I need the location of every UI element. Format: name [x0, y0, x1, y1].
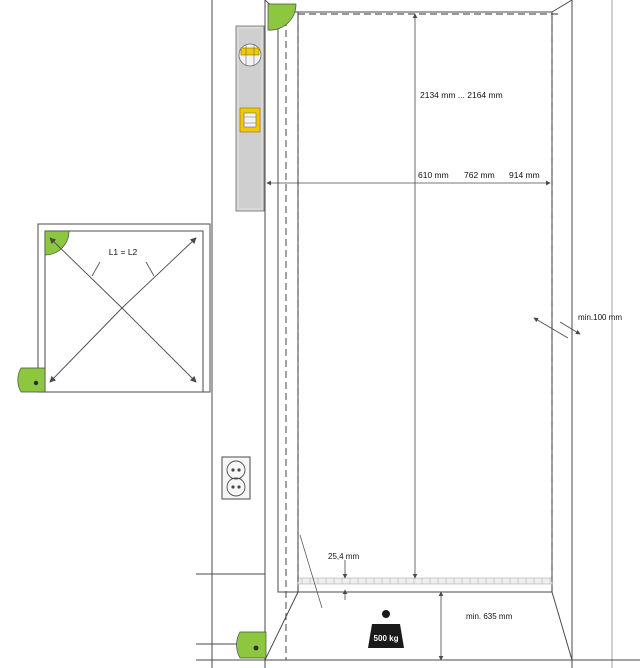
weight-500kg-icon: [368, 610, 404, 648]
height-range-label: 2134 mm ... 2164 mm: [420, 90, 503, 100]
width-dimension: [267, 168, 550, 183]
depth-min-label: min. 635 mm: [466, 612, 513, 621]
height-dimension: [415, 14, 514, 578]
floor-thickness-label: 25,4 mm: [328, 552, 360, 561]
side-clearance-label: min.100 mm: [578, 313, 623, 322]
green-corner-marker-icon: [268, 4, 296, 30]
spirit-level-icon: [236, 26, 264, 211]
green-corner-marker-icon: [45, 231, 69, 255]
width-762-label: 762 mm: [464, 170, 495, 180]
depth-dimension: [441, 592, 513, 660]
power-outlet-icon: [222, 457, 250, 499]
width-610-label: 610 mm: [418, 170, 449, 180]
width-914-label: 914 mm: [509, 170, 540, 180]
floor-thickness-dimension: [300, 535, 359, 608]
left-elevation-view: [18, 224, 210, 392]
green-corner-marker-icon: [237, 632, 266, 658]
weight-label: 500 kg: [373, 634, 399, 643]
green-corner-marker-icon: [18, 368, 45, 392]
side-clearance-dimension: [534, 313, 622, 338]
diagonal-equality-label: L1 = L2: [108, 247, 138, 257]
